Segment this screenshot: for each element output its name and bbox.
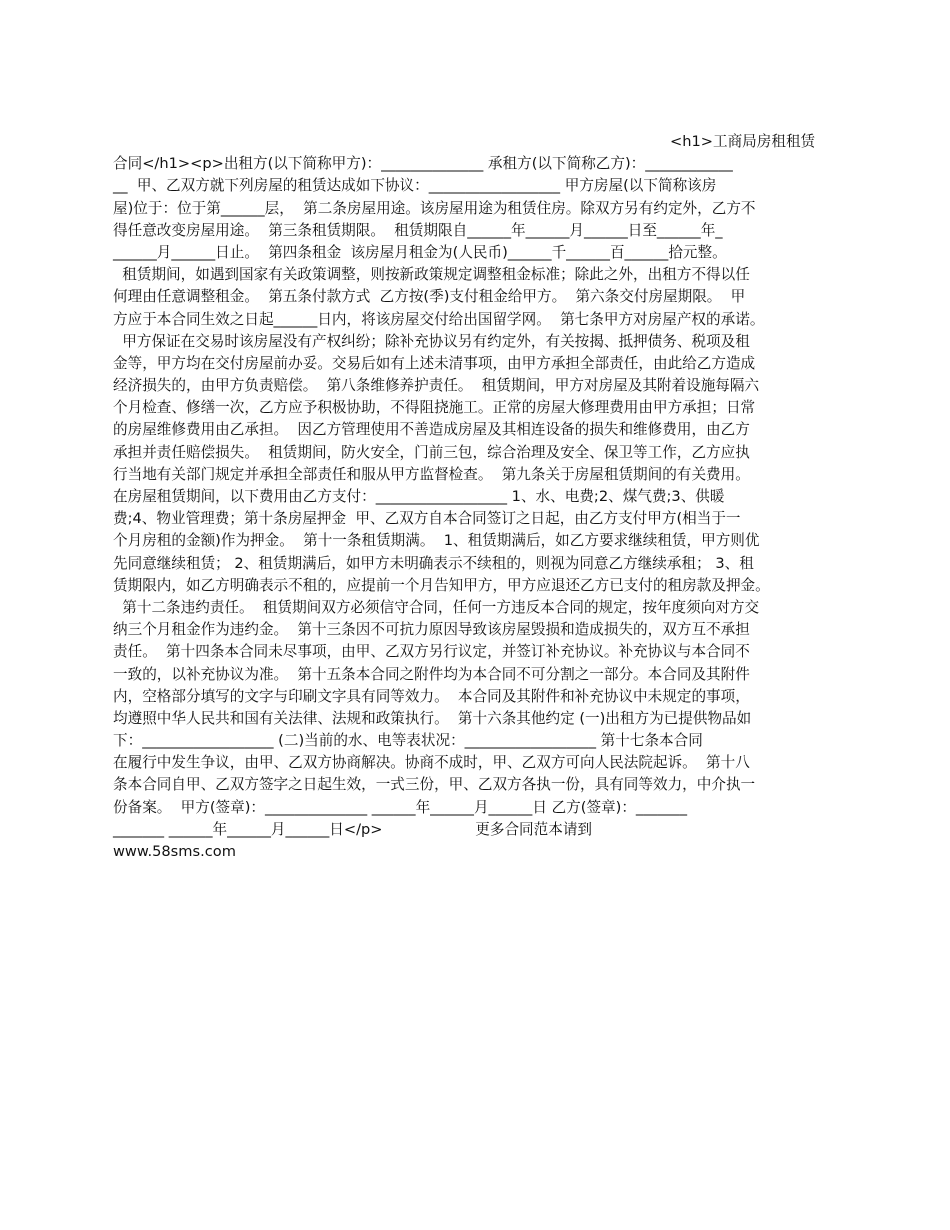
doc-line: 费;4、物业管理费；第十条房屋押金 甲、乙双方自本合同签订之日起，由乙方支付甲方(相当于一 (113, 510, 741, 528)
doc-line: 条本合同自甲、乙双方签字之日起生效，一式三份，甲、乙双方各执一份，具有同等效力，中介执一 (113, 776, 756, 794)
doc-line: _______ ______年______月______日</p> 更多合同范本请到 (113, 820, 593, 838)
doc-line: 个月检查、修缮一次，乙方应予积极协助，不得阻挠施工。正常的房屋大修理费用由甲方承担；日常 (113, 399, 756, 417)
doc-line: 行当地有关部门规定并承担全部责任和服从甲方监督检查。 第九条关于房屋租赁期间的有关费用。 (113, 465, 750, 483)
doc-line: 承担并责任赔偿损失。 租赁期间，防火安全，门前三包，综合治理及安全、保卫等工作，乙方应执 (113, 443, 750, 461)
doc-line: 方应于本合同生效之日起______日内，将该房屋交付给出国留学网。 第七条甲方对房屋产权的承诺。 (113, 310, 765, 328)
doc-line: 个月房租的金额)作为押金。 第十一条租赁期满。 1、租赁期满后，如乙方要求继续租赁，甲方则优 (113, 532, 760, 550)
doc-line: 先同意继续租赁； 2、租赁期满后，如甲方未明确表示不续租的，则视为同意乙方继续承租； 3、租 (113, 554, 754, 572)
doc-line: 在房屋租赁期间，以下费用由乙方支付：__________________ 1、水、电费;2、煤气费;3、供暖 (113, 488, 725, 505)
doc-line: 下：__________________ (二)当前的水、电等表状况：__________________ 第十七条本合同 (113, 732, 703, 750)
doc-line: 何理由任意调整租金。 第五条付款方式 乙方按(季)支付租金给甲方。 第六条交付房屋期限。 甲 (113, 288, 746, 306)
doc-line: 租赁期间，如遇到国家有关政策调整，则按新政策规定调整租金标准；除此之外，出租方不得以任 (113, 266, 750, 284)
doc-line: 第十二条违约责任。 租赁期间双方必须信守合同，任何一方违反本合同的规定，按年度须向对方交 (113, 598, 760, 616)
doc-line: 合同</h1><p>出租方(以下简称甲方)：______________ 承租方(以下简称乙方)：____________ (113, 155, 733, 173)
doc-line: <h1>工商局房租租赁 (670, 133, 816, 150)
doc-line: 均遵照中华人民共和国有关法律、法规和政策执行。 第十六条其他约定 (一)出租方为已提供物品如 (113, 709, 752, 727)
doc-line: 在履行中发生争议，由甲、乙双方协商解决。协商不成时，甲、乙双方可向人民法院起诉。 第十八 (113, 754, 750, 772)
doc-line: 甲方保证在交易时该房屋没有产权纠纷；除补充协议另有约定外，有关按揭、抵押债务、税项及租 (113, 332, 750, 350)
doc-line: 得任意改变房屋用途。 第三条租赁期限。 租赁期限自______年______月______日至______年_ (113, 221, 723, 239)
doc-line: ______月______日止。 第四条租金 该房屋月租金为(人民币)______千______百______拾元整。 (113, 243, 727, 261)
doc-line: 的房屋维修费用由乙承担。 因乙方管理使用不善造成房屋及其相连设备的损失和维修费用，由乙方 (113, 421, 750, 439)
doc-line: 一致的，以补充协议为准。 第十五条本合同之附件均为本合同不可分割之一部分。本合同及其附件 (113, 665, 750, 683)
doc-line: 金等，甲方均在交付房屋前办妥。交易后如有上述未清事项，由甲方承担全部责任，由此给乙方造成 (113, 354, 756, 372)
website-url: www.58sms.com (113, 843, 236, 860)
doc-line: __ 甲、乙双方就下列房屋的租赁达成如下协议：__________________ 甲方房屋(以下简称该房 (113, 177, 717, 195)
doc-line: 纳三个月租金作为违约金。 第十三条因不可抗力原因导致该房屋毁损和造成损失的，双方互不承担 (113, 621, 750, 639)
doc-line: 赁期限内，如乙方明确表示不租的，应提前一个月告知甲方，甲方应退还乙方已支付的租房款及押金。 (113, 576, 770, 594)
contract-document (113, 131, 843, 863)
doc-line: 责任。 第十四条本合同未尽事项，由甲、乙双方另行议定，并签订补充协议。补充协议与本合同不 (113, 643, 750, 661)
doc-line: 屋)位于：位于第______层， 第二条房屋用途。该房屋用途为租赁住房。除双方另有约定外，乙方不 (113, 199, 756, 217)
doc-line: 内，空格部分填写的文字与印刷文字具有同等效力。 本合同及其附件和补充协议中未规定的事项， (113, 687, 750, 705)
doc-line: 份备案。 甲方(签章)：______________ ______年______月______日 乙方(签章)：_______ (113, 798, 688, 816)
doc-line: 经济损失的，由甲方负责赔偿。 第八条维修养护责任。 租赁期间，甲方对房屋及其附着设施每隔六 (113, 377, 760, 395)
